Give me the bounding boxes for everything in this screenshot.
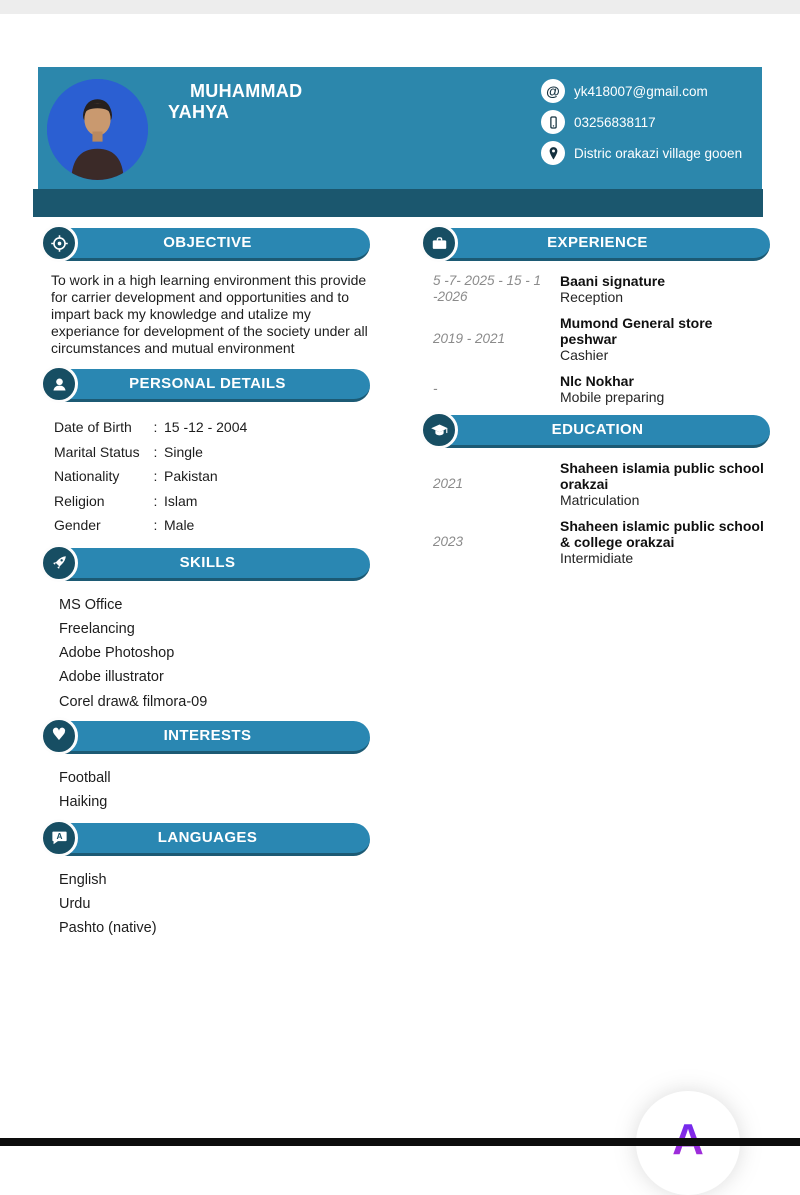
contact-phone [541,110,742,134]
skill-item: Adobe illustrator [59,669,164,686]
profile-photo-illustration [47,79,148,180]
detail-value: Pakistan [164,468,218,484]
detail-separator: : [153,419,158,435]
section-header-skills [45,548,370,581]
right-column [425,228,770,576]
experience-date: 5 -7- 2025 - 15 - 1 -2026 [433,273,542,304]
experience-date: - [433,381,438,396]
education-school: Shaheen islamia public school orakzai [560,460,764,492]
interests-list [59,766,370,815]
email-text: yk418007@gmail.com [574,83,708,99]
interest-item: Haiking [59,794,108,811]
education-entry [433,460,770,508]
languages-list [59,868,370,941]
detail-label: Date of Birth [54,419,132,435]
education-degree: Matriculation [560,492,640,508]
section-header-experience [425,228,770,261]
watermark-letter [672,1118,704,1195]
profile-photo [47,79,148,180]
detail-value: 15 -12 - 2004 [164,419,248,435]
detail-label: Religion [54,492,105,509]
skill-item: Freelancing [59,620,135,637]
personal-detail-row [54,464,370,489]
interest-item: Football [59,769,111,786]
experience-entry [433,315,770,363]
education-year: 2021 [433,476,464,491]
svg-text:A: A [56,831,62,842]
experience-role: Cashier [560,347,609,363]
experience-entry [433,373,770,405]
graduation-cap-icon [420,411,458,449]
skill-item: MS Office [59,596,123,613]
detail-label: Nationality [54,468,120,484]
education-entries [433,460,770,566]
header-dark-band [33,189,763,217]
education-entry [433,518,770,566]
candidate-first-name: MUHAMMAD [190,81,303,101]
personal-details-list [54,415,370,538]
section-header-languages [45,823,370,856]
left-column [45,228,370,940]
bottom-strip [0,1138,800,1146]
section-header-objective [45,228,370,261]
detail-separator: : [153,468,158,484]
contact-address [541,141,742,165]
person-icon [40,365,78,403]
personal-detail-row [54,513,370,538]
objective-text: To work in a high learning environment this provide for carrier development and opportunities and to impart back my knowledge and utalize my experiance for development of the society under all circumstances and mutual environment [51,272,368,356]
detail-label: Marital Status [54,443,140,460]
objective-title: OBJECTIVE [163,234,252,251]
at-icon: @ [541,79,565,103]
detail-value: Islam [164,492,198,509]
language-item: Urdu [59,895,91,912]
location-pin-icon [541,141,565,165]
experience-role: Mobile preparing [560,389,665,405]
target-icon [40,224,78,262]
briefcase-icon [420,224,458,262]
candidate-last-name: YAHYA [168,102,230,122]
detail-value: Single [164,443,203,460]
language-icon [40,819,78,857]
address-text: Distric orakazi village gooen [574,145,743,161]
skill-item: Adobe Photoshop [59,645,175,662]
education-year: 2023 [433,534,464,549]
education-school: Shaheen islamic public school & college orakzai [560,518,764,550]
personal-detail-row [54,440,370,465]
rocket-icon [40,544,78,582]
detail-value: Male [164,517,195,533]
experience-entry [433,273,770,305]
experience-entries [433,273,770,405]
heart-icon: ♥ [40,717,78,755]
languages-title: LANGUAGES [157,828,258,846]
contact-email [541,79,742,103]
section-header-interests [45,721,370,754]
section-header-personal-details [45,369,370,402]
interests-title: INTERESTS [163,726,252,744]
detail-separator: : [153,443,158,460]
experience-employer: Mumond General store peshwar [560,315,713,347]
personal-details-title: PERSONAL DETAILS [129,375,286,392]
top-strip [0,0,800,14]
experience-role: Reception [560,289,624,305]
candidate-name [168,81,302,123]
skill-item: Corel draw& filmora-09 [59,693,208,710]
personal-detail-row [54,489,370,514]
detail-separator: : [153,517,158,533]
experience-date: 2019 - 2021 [433,331,506,346]
skills-title: SKILLS [179,553,236,571]
skills-list [59,593,370,714]
detail-separator: : [153,492,158,509]
section-header-education [425,415,770,448]
phone-icon [541,110,565,134]
experience-employer: Baani signature [560,273,666,289]
personal-detail-row [54,415,370,440]
education-title: EDUCATION [551,421,644,438]
phone-text: 03256838117 [574,114,656,130]
experience-employer: Nlc Nokhar [560,373,634,389]
detail-label: Gender [54,517,101,533]
experience-title: EXPERIENCE [547,234,648,251]
language-item: English [59,871,107,888]
contact-list [541,79,742,172]
education-degree: Intermidiate [560,550,634,566]
language-item: Pashto (native) [59,920,157,937]
